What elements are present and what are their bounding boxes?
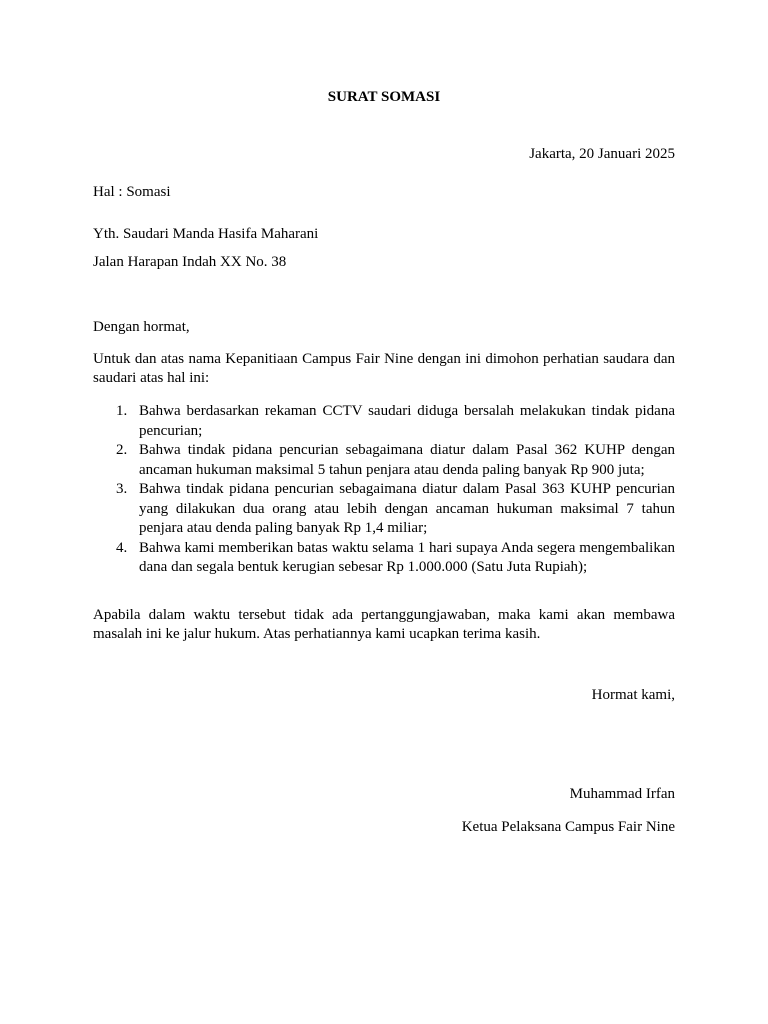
list-item-text: Bahwa tindak pidana pencurian sebagaimana diatur dalam Pasal 363 KUHP pencurian yang dilakukan dua orang atau lebih dengan ancaman hukuman maksimal 7 tahun penjara atau denda paling banyak Rp 1,4 miliar; — [139, 481, 675, 536]
list-item-text: Bahwa tindak pidana pencurian sebagaimana diatur dalam Pasal 362 KUHP dengan ancaman hukuman maksimal 5 tahun penjara atau denda paling banyak Rp 900 juta; — [139, 442, 675, 478]
list-item-number: 1. — [116, 403, 128, 419]
list-item-number: 4. — [116, 539, 128, 556]
list-item-number: 3. — [116, 481, 128, 497]
list-item-text: Bahwa kami memberikan batas waktu selama 1 hari supaya Anda segera mengembalikan dana dan segala bentuk kerugian sebesar Rp 1.000.000 (Satu Juta Rupiah); — [139, 539, 675, 575]
signer-title: Ketua Pelaksana Campus Fair Nine — [461, 819, 675, 835]
letter-page — [93, 0, 675, 1024]
place-date: Jakarta, 20 Januari 2025 — [529, 146, 675, 162]
closing-salutation: Hormat kami, — [591, 687, 675, 703]
list-item — [93, 441, 675, 480]
signer-name: Muhammad Irfan — [569, 786, 675, 802]
list-item-number: 2. — [116, 442, 128, 458]
list-item — [93, 402, 675, 441]
recipient-address: Jalan Harapan Indah XX No. 38 — [93, 254, 287, 270]
subject-line: Hal : Somasi — [93, 184, 171, 200]
somasi-points-list — [93, 402, 675, 578]
list-item — [93, 539, 675, 578]
closing-paragraph: Apabila dalam waktu tersebut tidak ada pertanggungjawaban, maka kami akan membawa masalah ini ke jalur hukum. Atas perhatiannya kami ucapkan terima kasih. — [93, 607, 675, 642]
intro-paragraph: Untuk dan atas nama Kepanitiaan Campus Fair Nine dengan ini dimohon perhatian saudara dan saudari atas hal ini: — [93, 351, 675, 386]
letter-title: SURAT SOMASI — [327, 89, 441, 105]
list-item — [93, 480, 675, 539]
salutation: Dengan hormat, — [93, 319, 190, 335]
recipient-name: Yth. Saudari Manda Hasifa Maharani — [93, 226, 319, 242]
list-item-text: Bahwa berdasarkan rekaman CCTV saudari diduga bersalah melakukan tindak pidana pencurian; — [139, 403, 675, 439]
